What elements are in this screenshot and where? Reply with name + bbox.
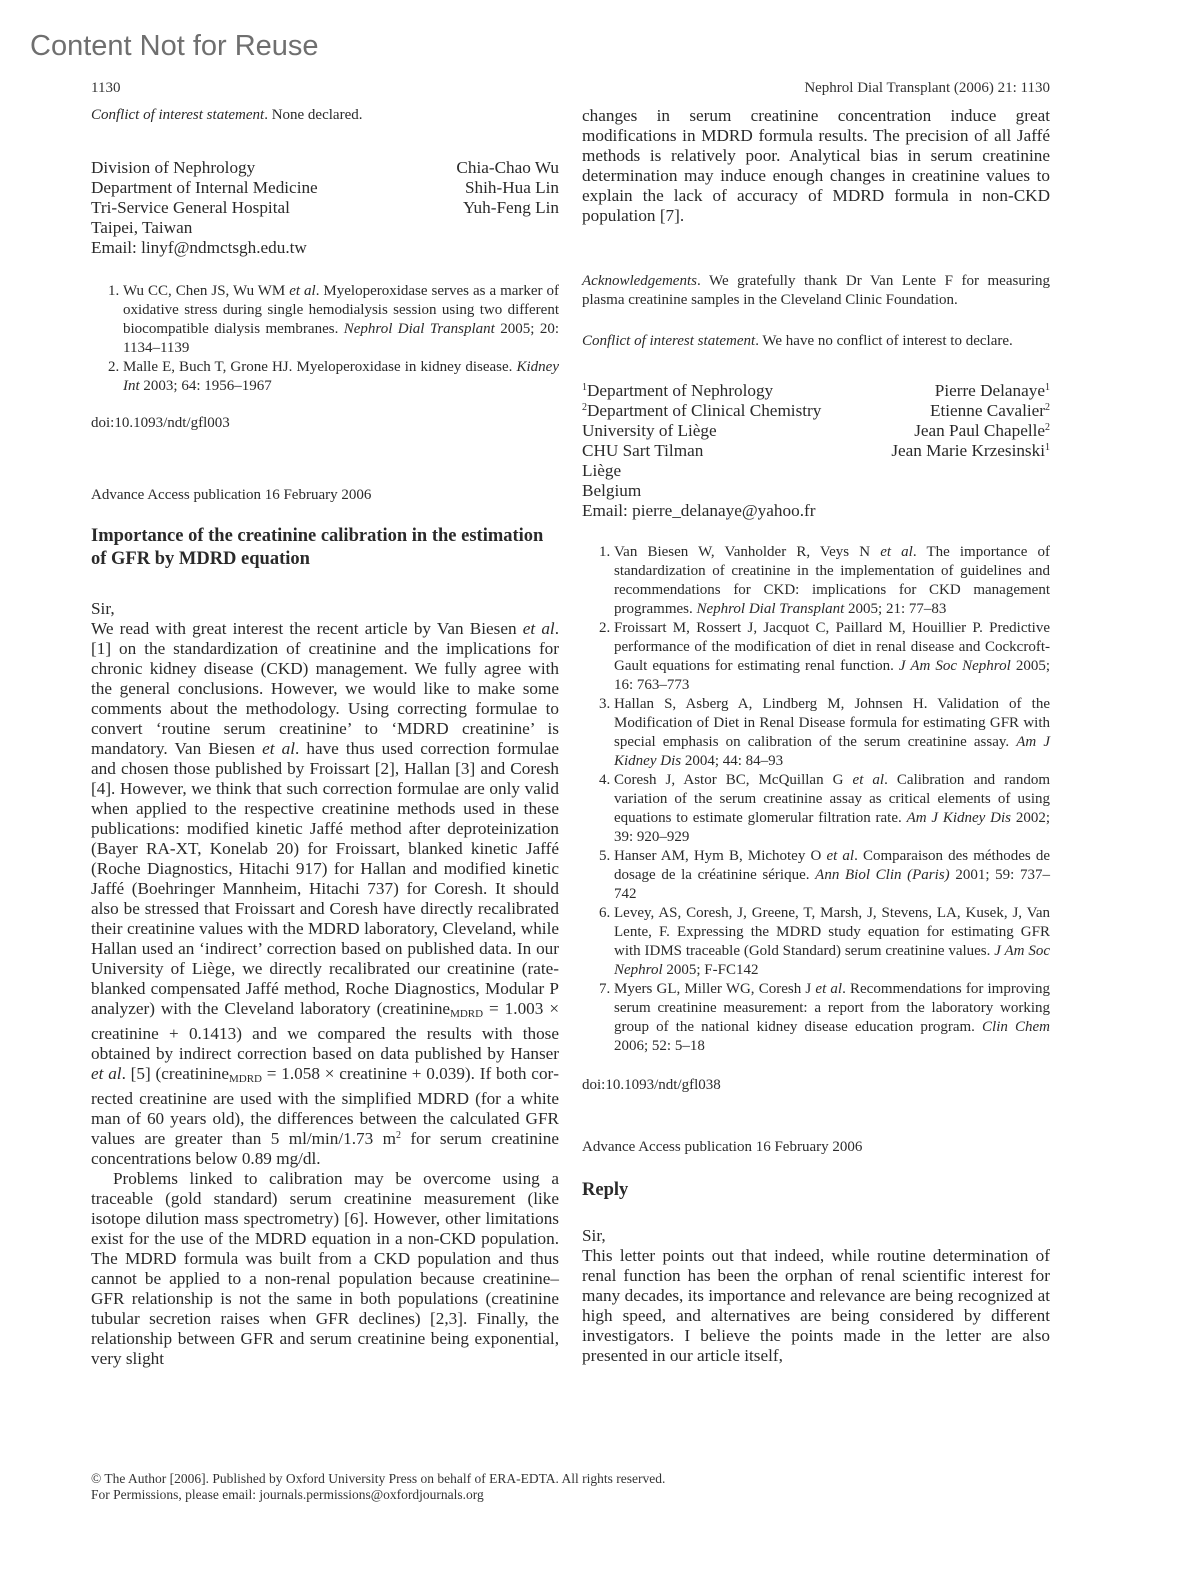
doi[interactable]: doi:10.1093/ndt/gfl038: [582, 1076, 721, 1093]
paragraph: This letter points out that indeed, while routine determination of renal function has been the orphan of renal scientific interest for many decades, its importance and relevance are being recognized at high speed, and alternatives are being considered by different investigators. I believe the points made in the letter are also presented in our article itself,: [582, 1245, 1050, 1365]
reply-title: Reply: [582, 1179, 629, 1200]
email[interactable]: Email: pierre_delanaye@yahoo.fr: [582, 500, 816, 520]
author-address-block: [582, 381, 1050, 521]
address: Division of Nephrology Department of Internal Medicine Tri-Service General Hospital Taipei, Taiwan Email: linyf@ndmctsgh.edu.tw: [91, 157, 318, 257]
page-number: 1130: [91, 80, 121, 96]
reference-item: 4. Coresh J, Astor BC, McQuillan G et al. Calibration and random variation of the serum creatinine assay as critical elements of using equations to estimate glomerular filtration rate. Am J Kidney Dis 2002; 39: 920–929: [614, 771, 1050, 847]
reference-list: [582, 543, 1050, 1056]
authors: Pierre Delanaye$^1$ Etienne Cavalier$^2$ Jean Paul Chapelle$^2$ Jean Marie Krzesinski$^1$: [891, 380, 1050, 460]
authors: Chia-Chao Wu Shih-Hua Lin Yuh-Feng Lin: [456, 157, 559, 217]
reference-item: 7. Myers GL, Miller WG, Coresh J et al. Recommendations for improving serum creatinine measurement: a report from the laboratory working group of the national kidney disease education program. Clin Chem 2006; 52: 5–18: [614, 980, 1050, 1056]
left-column: [91, 106, 559, 1369]
letter-body: Sir, We read with great interest the recent article by Van Biesen et al. [1] on the standardization of creatinine and the implications for chronic kidney disease (CKD) management. We fully agree with the general conclusions. However, we would like to make some comments about the methodology. Using correcting formulae to convert ‘routine serum creatinine’ to ‘MDRD creatinine’ is mandatory. Van Biesen et al. have thus used correction formulae and chosen those published by Froissart [2], Hallan [3] and Coresh [4]. However, we think that such correction formulae are only valid when applied to the respective creatinine methods used in these publications: modified kinetic Jaffé method after deproteinization (Bayer RA-XT, Konelab 20) for Froissart, blanked kinetic Jaffé (Roche Diagnostics, Hitachi 917) for Hallan and modified kinetic Jaffé (Boehringer Mannheim, Hitachi 737) for Coresh. It should also be stressed that Froissart and Coresh have directly recalibrated their creatinine values with the MDRD laboratory, Cleveland, while Hallan used an ‘indirect’ correction based on published data. In our University of Liège, we directly recalibrated our creatinine (rate-blanked compensated Jaffé method, Roche Diagnostics, Modular P analyzer) with the Cleveland laboratory (creatinine$_{MDRD}$ = 1.003 × creatinine + 0.1413) and we compared the results with those obtained by indirect correction based on data published by Hanser et al. [5] (creatinine$_{MDRD}$ = 1.058 × creatinine + 0.039). If both corrected creatinine are used with the simplified MDRD (for a white man of 60 years old), the differences between the calculated GFR values are greater than 5 ml/min/1.73 $m^2$ for serum creatinine concentrations below 0.89 mg/dl. Problems linked to calibration may be overcome using a traceable (gold standard) serum creatinine measurement (like isotope dilution mass spectrometry) [6]. However, other limitations exist for the use of the MDRD equation in a non-CKD population. The MDRD formula was built from a CKD population and thus cannot be applied to a non-renal population because creatinine–GFR relationship is not the same in both populations (creatinine tubular secretion raises when GFR declines) [2,3]. Finally, the relationship between GFR and serum creatinine being exponential, very slight: [91, 598, 560, 1368]
watermark: Content Not for Reuse: [30, 30, 319, 62]
paragraph: We read with great interest the recent article by Van Biesen et al. [1] on the standardization of creatinine and the implications for chronic kidney disease (CKD) management. We fully agree with the general conclusions. However, we would like to make some comments about the methodology. Using correcting formulae to convert ‘routine serum creatinine’ to ‘MDRD creatinine’ is mandatory. Van Biesen et al. have thus used correction formulae and chosen those published by Froissart [2], Hallan [3] and Coresh [4]. However, we think that such correction formulae are only valid when applied to the respective creatinine methods used in these publications: modified kinetic Jaffé method after deproteinization (Bayer RA-XT, Konelab 20) for Froissart, blanked kinetic Jaffé (Roche Diagnostics, Hitachi 917) for Hallan and modified kinetic Jaffé (Boehringer Mannheim, Hitachi 737) for Coresh. It should also be stressed that Froissart and Coresh have directly recalibrated their creatinine values with the MDRD laboratory, Cleveland, while Hallan used an ‘indirect’ correction based on published data. In our University of Liège, we directly recalibrated our creatinine (rate-blanked compensated Jaffé method, Roche Diagnostics, Modular P analyzer) with the Cleveland laboratory (creatinine$_{MDRD}$ = 1.003 × creatinine + 0.1413) and we compared the results with those obtained by indirect correction based on data published by Hanser et al. [5] (creatinine$_{MDRD}$ = 1.058 × creatinine + 0.039). If both corrected creatinine are used with the simplified MDRD (for a white man of 60 years old), the differences between the calculated GFR values are greater than 5 ml/min/1.73 $m^2$ for serum creatinine concentrations below 0.89 mg/dl.: [91, 618, 560, 1168]
reference-item: 1. Wu CC, Chen JS, Wu WM et al. Myeloperoxidase serves as a marker of oxidative stress during single hemodialysis session using two different biocompatible dialysis membranes. Nephrol Dial Transplant 2005; 20: 1134–1139: [123, 282, 559, 358]
reference-item: 1. Van Biesen W, Vanholder R, Veys N et al. The importance of standardization of creatinine in the implementation of guidelines and recommendations for CKD: implications for CKD management programmes. Nephrol Dial Transplant 2005; 21: 77–83: [614, 543, 1050, 619]
advance-access: Advance Access publication 16 February 2006: [91, 487, 372, 503]
reference-item: 2. Malle E, Buch T, Grone HJ. Myeloperoxidase in kidney disease. Kidney Int 2003; 64: 1956–1967: [123, 358, 559, 396]
reference-item: 3. Hallan S, Asberg A, Lindberg M, Johnsen H. Validation of the Modification of Diet in Renal Disease formula for estimating GFR with special emphasis on calibration of the serum creatinine assay. Am J Kidney Dis 2004; 44: 84–93: [614, 695, 1050, 771]
reference-item: 5. Hanser AM, Hym B, Michotey O et al. Comparaison des méthodes de dosage de la créatinine sérique. Ann Biol Clin (Paris) 2001; 59: 737–742: [614, 847, 1050, 904]
reference-list: [91, 282, 559, 396]
article-title: Importance of the creatinine calibration in the estimation of GFR by MDRD equation: [91, 525, 544, 569]
paragraph: Problems linked to calibration may be overcome using a traceable (gold standard) serum creatinine measurement (like isotope dilution mass spectrometry) [6]. However, other limitations exist for the use of the MDRD equation in a non-CKD population. The MDRD formula was built from a CKD population and thus cannot be applied to a non-renal population because creatinine–GFR relationship is not the same in both populations (creatinine tubular secretion raises when GFR declines) [2,3]. Finally, the relationship between GFR and serum creatinine being exponential, very slight: [91, 1168, 559, 1368]
conflict-statement: Conflict of interest statement. None declared.: [91, 107, 363, 123]
reference-item: 2. Froissart M, Rossert J, Jacquot C, Paillard M, Houillier P. Predictive performance of the modification of diet in renal disease and Cockcroft-Gault equations for estimating renal function. J Am Soc Nephrol 2005; 16: 763–773: [614, 619, 1050, 695]
journal-citation: Nephrol Dial Transplant (2006) 21: 1130: [804, 80, 1050, 96]
paragraph-continued: changes in serum creatinine concentration induce great modifications in MDRD formula results. The precision of all Jaffé methods is relatively poor. Analytical bias in serum creatinine determination may induce enough changes in creatinine values to explain the lack of accuracy of MDRD formula in non-CKD population [7].: [582, 106, 1050, 225]
reference-item: 6. Levey, AS, Coresh, J, Greene, T, Marsh, J, Stevens, LA, Kusek, J, Van Lente, F. Expressing the MDRD study equation for estimating GFR with IDMS traceable (Gold Standard) serum creatinine values. J Am Soc Nephrol 2005; F-FC142: [614, 904, 1050, 980]
copyright-footer: © The Author [2006]. Published by Oxford University Press on behalf of ERA-EDTA. All rights reserved. For Permissions, please email: journals.permissions@oxfordjournals.org: [91, 1471, 666, 1502]
email[interactable]: Email: linyf@ndmctsgh.edu.tw: [91, 237, 307, 257]
conflict-statement: Conflict of interest statement. We have no conflict of interest to declare.: [582, 333, 1013, 349]
author-address-block: [91, 158, 559, 258]
doi[interactable]: doi:10.1093/ndt/gfl003: [91, 414, 230, 431]
acknowledgements: Acknowledgements. We gratefully thank Dr Van Lente F for measuring plasma creatinine samples in the Cleveland Clinic Foundation.: [582, 273, 1050, 308]
reply-body: Sir, This letter points out that indeed, while routine determination of renal function has been the orphan of renal scientific interest for many decades, its importance and relevance are being recognized at high speed, and alternatives are being considered by different investigators. I believe the points made in the letter are also presented in our article itself,: [582, 1225, 1050, 1365]
right-column: [582, 106, 1050, 1366]
advance-access: Advance Access publication 16 February 2006: [582, 1139, 863, 1155]
address: $^1$Department of Nephrology $^2$Department of Clinical Chemistry University of Liège CHU Sart Tilman Liège Belgium Email: pierre_delanaye@yahoo.fr: [582, 380, 822, 520]
